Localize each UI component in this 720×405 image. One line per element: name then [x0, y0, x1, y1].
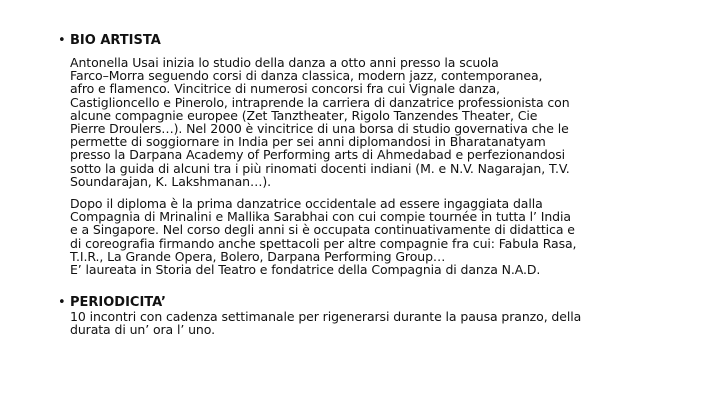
bio-section — [58, 34, 698, 276]
bullet-dot: • — [58, 33, 66, 48]
bio-paragraph: Antonella Usai inizia lo studio della danza a otto anni presso la scuola Farco–Morra seguendo corsi di danza classica, modern jazz, contemporanea, afro e flamenco. Vincitrice di numerosi concorsi fra cui Vignale danza, Castiglioncello e Pinerolo, intraprende la carriera di danzatrice professionista con alcune compagnie europee (Zet Tanztheater, Rigolo Tanzendes Theater, Cie Pierre Droulers…). Nel 2000 è vincitrice di una borsa di studio governativa che le permette di soggiornare in India per sei anni diplomandosi in Bharatanatyam presso la Darpana Academy of Performing arts di Ahmedabad e perfezionandosi sotto la guida di alcuni tra i più rinomati docenti indiani (M. e N.V. Nagarajan, T.V. Soundarajan, K. Lakshmanan…). — [70, 55, 570, 189]
periodicity-section — [58, 296, 698, 336]
bullet-dot: • — [58, 295, 66, 310]
periodicity-heading: PERIODICITA’ — [70, 295, 166, 310]
periodicity-paragraph: 10 incontri con cadenza settimanale per rigenerarsi durante la pausa pranzo, della durata di un’ ora l’ uno. — [70, 309, 582, 338]
bio-paragraph: Dopo il diploma è la prima danzatrice occidentale ad essere ingaggiata dalla Compagnia di Mrinalini e Mallika Sarabhai con cui compie tournée in tutta l’ India e a Singapore. Nel corso degli anni si è occupata continuativamente di didattica e di coreografia firmando anche spettacoli per altre compagnie fra cui: Fabula Rasa, T.I.R., La Grande Opera, Bolero, Darpana Performing Group… E’ laureata in Storia del Teatro e fondatrice della Compagnia di danza N.A.D. — [70, 196, 577, 278]
bio-heading-line — [58, 34, 698, 48]
bio-heading: BIO ARTISTA — [70, 33, 161, 48]
periodicity-heading-line — [58, 296, 698, 310]
